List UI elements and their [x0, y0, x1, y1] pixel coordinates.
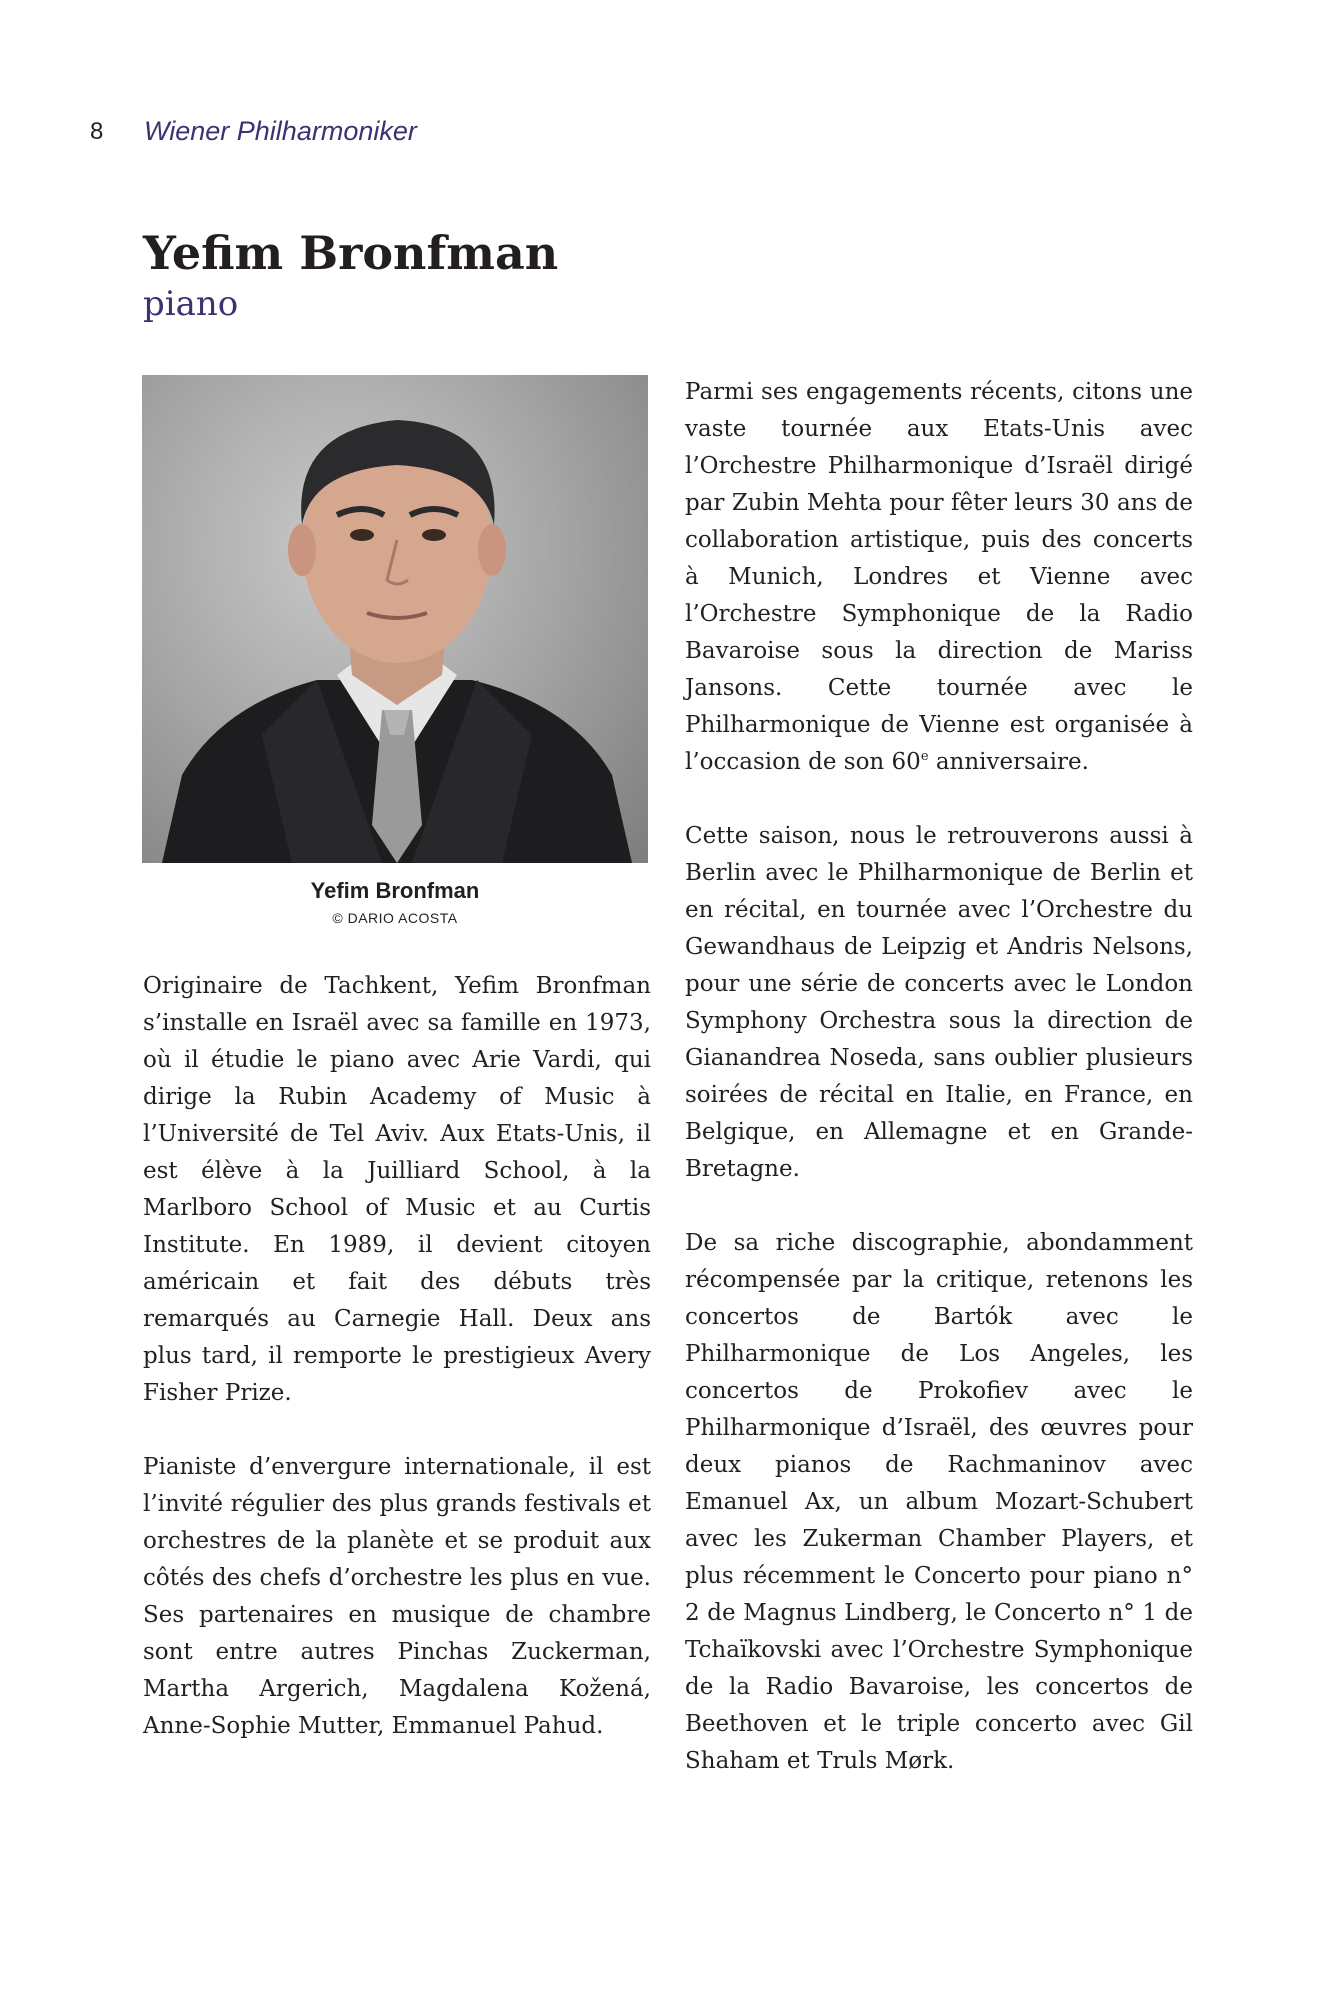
artist-portrait-photo — [142, 375, 648, 863]
biography-paragraph: Cette saison, nous le retrouverons aussi à Berlin avec le Philharmonique de Berlin et en récital, en tournée avec l’Orchestre du Gewandhaus de Leipzig et Andris Nelsons, pour une série de concerts avec le London Symphony Orchestra sous la direction de Gianandrea Noseda, sans oublier plusieurs soirées de récital en Italie, en France, en Belgique, en Allemagne et en Grande-Bretagne. — [685, 823, 1193, 1182]
portrait-illustration — [142, 375, 648, 863]
publication-title: Wiener Philharmoniker — [144, 116, 417, 146]
biography-paragraph: Pianiste d’envergure internationale, il est l’invité régulier des plus grands festivals et orchestres de la planète et se produit aux côtés des chefs d’orchestre les plus en vue. Ses partenaires en musique de chambre sont entre autres Pinchas Zuckerman, Martha Argerich, Magdalena Kožená, Anne-Sophie Mutter, Emmanuel Pahud. — [143, 1454, 651, 1739]
biography-paragraph: De sa riche discographie, abondamment récompensée par la critique, retenons les concertos de Bartók avec le Philharmonique de Los Angeles, les concertos de Prokofiev avec le Philharmonique d’Israël, des œuvres pour deux pianos de Rachmaninov avec Emanuel Ax, un album Mozart-Schubert avec les Zukerman Chamber Players, et plus récemment le Concerto pour piano n° 2 de Magnus Lindberg, le Concerto n° 1 de Tchaïkovski avec l’Orchestre Symphonique de la Radio Bavaroise, les concertos de Beethoven et le triple concerto avec Gil Shaham et Truls Mørk. — [685, 1230, 1193, 1774]
photo-credit: © DARIO ACOSTA — [332, 910, 458, 926]
biography-paragraph — [685, 374, 1193, 781]
biography-right-column — [685, 374, 1193, 1817]
paragraph-text-end: anniversaire. — [928, 749, 1089, 775]
artist-name: Yefim Bronfman — [143, 226, 559, 280]
ordinal-superscript: e — [920, 749, 929, 764]
page-number: 8 — [90, 118, 104, 145]
photo-caption-name: Yefim Bronfman — [310, 878, 480, 903]
artist-instrument: piano — [143, 284, 239, 324]
biography-left-column — [143, 968, 651, 1782]
biography-paragraph: Originaire de Tachkent, Yefim Bronfman s’installe en Israël avec sa famille en 1973, où il étudie le piano avec Arie Vardi, qui dirige la Rubin Academy of Music à l’Université de Tel Aviv. Aux Etats-Unis, il est élève à la Juilliard School, à la Marlboro School of Music et au Curtis Institute. En 1989, il devient citoyen américain et fait des débuts très remarqués au Carnegie Hall. Deux ans plus tard, il remporte le prestigieux Avery Fisher Prize. — [143, 973, 651, 1406]
paragraph-text: Parmi ses engagements récents, citons une vaste tournée aux Etats-Unis avec l’Orchestre Philharmonique d’Israël dirigé par Zubin Mehta pour fêter leurs 30 ans de collaboration artistique, puis des concerts à Munich, Londres et Vienne avec l’Orchestre Symphonique de la Radio Bavaroise sous la direction de Mariss Jansons. Cette tournée avec le Philharmonique de Vienne est organisée à l’occasion de son 60 — [685, 379, 1193, 775]
